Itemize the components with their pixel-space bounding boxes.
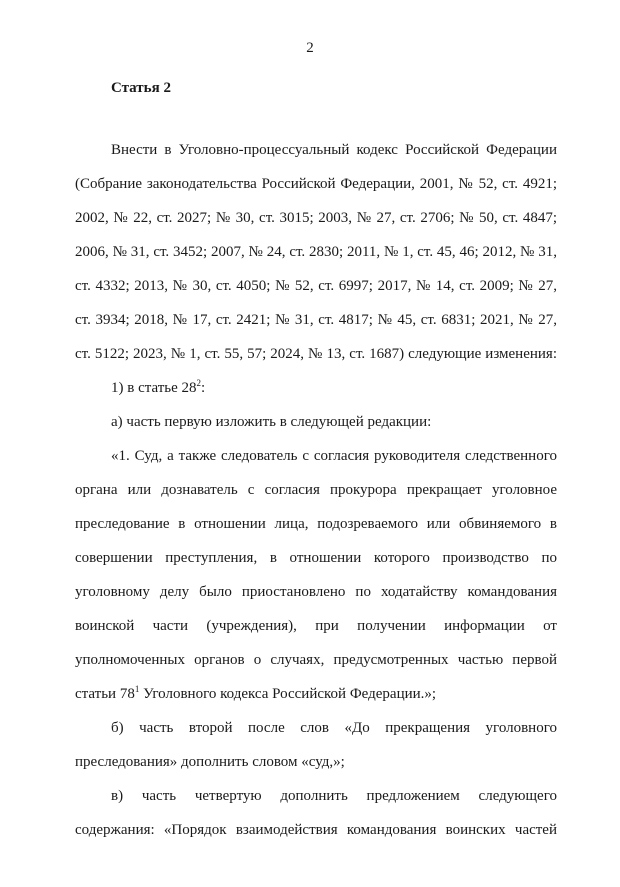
quote-line-3: преследование в отношении лица, подозреваемого или обвиняемого в — [75, 516, 557, 532]
quote-line-7: уполномоченных органов о случаях, предусмотренных частью первой — [75, 652, 557, 668]
item-1-text: 1) в статье 28 — [111, 380, 197, 396]
intro-line-1: Внести в Уголовно-процессуальный кодекс Российской Федерации — [111, 142, 557, 158]
item-b-line-2: преследования» дополнить словом «суд,»; — [75, 754, 345, 770]
item-1-tail: : — [201, 380, 206, 396]
intro-line-6: ст. 3934; 2018, № 17, ст. 2421; № 31, ст. 4817; № 45, ст. 6831; 2021, № 27, — [75, 312, 557, 328]
page-number: 2 — [306, 40, 314, 56]
item-a: а) часть первую изложить в следующей редакции: — [111, 414, 432, 430]
intro-line-3: 2002, № 22, ст. 2027; № 30, ст. 3015; 2003, № 27, ст. 2706; № 50, ст. 4847; — [75, 210, 557, 226]
quote-line-4: совершении преступления, в отношении которого производство по — [75, 550, 557, 566]
item-1 — [111, 379, 557, 397]
item-v-line-1: в) часть четвертую дополнить предложением следующего — [111, 788, 557, 804]
quote-last-post: Уголовного кодекса Российской Федерации.»; — [139, 686, 437, 702]
quote-last-superscript: 1 — [134, 684, 140, 694]
intro-line-4: 2006, № 31, ст. 3452; 2007, № 24, ст. 2830; 2011, № 1, ст. 45, 46; 2012, № 31, — [75, 244, 557, 260]
article-heading: Статья 2 — [111, 80, 171, 96]
intro-line-2: (Собрание законодательства Российской Федерации, 2001, № 52, ст. 4921; — [75, 176, 557, 192]
item-1-superscript: 2 — [196, 378, 202, 388]
item-v-line-2: содержания: «Порядок взаимодействия командования воинских частей — [75, 822, 557, 838]
item-b-line-1: б) часть второй после слов «До прекращения уголовного — [111, 720, 557, 736]
quote-line-2: органа или дознаватель с согласия прокурора прекращает уголовное — [75, 482, 557, 498]
quote-last-pre: статьи 78 — [75, 686, 135, 702]
quote-line-6: воинской части (учреждения), при получении информации от — [75, 618, 557, 634]
quote-line-5: уголовному делу было приостановлено по ходатайству командования — [75, 584, 557, 600]
quote-line-8 — [75, 685, 557, 703]
intro-line-7: ст. 5122; 2023, № 1, ст. 55, 57; 2024, № 13, ст. 1687) следующие изменения: — [75, 346, 557, 362]
quote-line-1: «1. Суд, а также следователь с согласия руководителя следственного — [111, 448, 557, 464]
intro-line-5: ст. 4332; 2013, № 30, ст. 4050; № 52, ст. 6997; 2017, № 14, ст. 2009; № 27, — [75, 278, 557, 294]
